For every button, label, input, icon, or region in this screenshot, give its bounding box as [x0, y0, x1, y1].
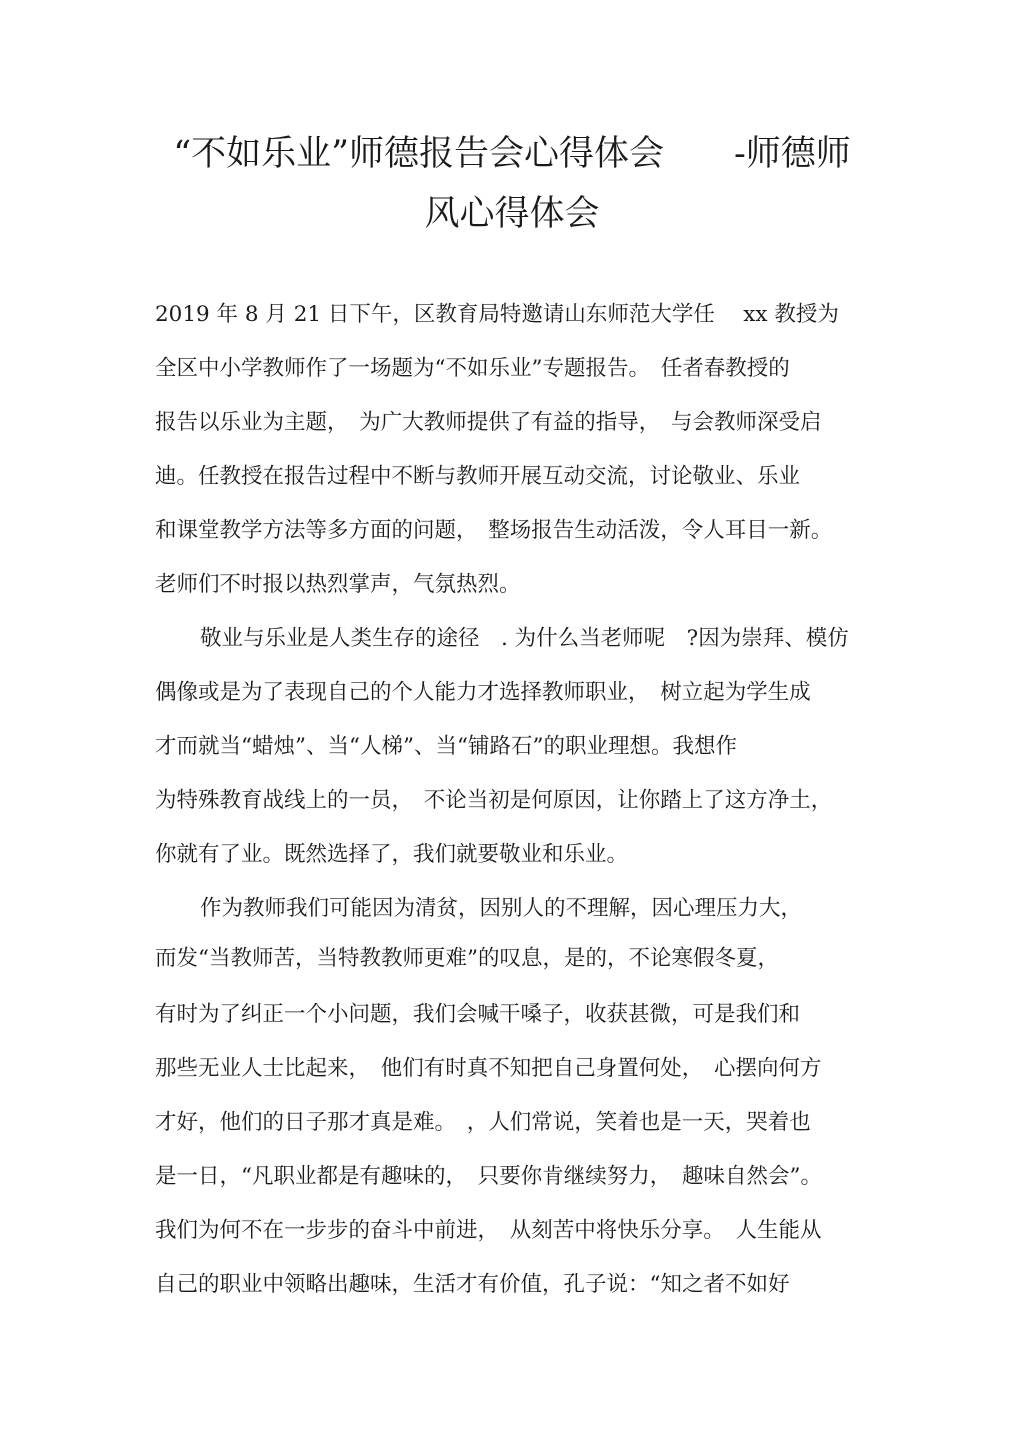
body-line-16: 才好，他们的日子那才真是难。 ，人们常说，笑着也是一天，哭着也: [155, 1110, 811, 1135]
body-line-9: 才而就当“蜡烛”、当“人梯”、当“铺路石”的职业理想。我想作: [155, 734, 737, 759]
body-line-2: 全区中小学教师作了一场题为“不如乐业”专题报告。 任者春教授的: [155, 356, 790, 381]
body-line-10: 为特殊教育战线上的一员， 不论当初是何原因，让你踏上了这方净土，: [155, 788, 833, 813]
body-line-13: 而发“当教师苦，当特教教师更难”的叹息，是的，不论寒假冬夏，: [155, 946, 779, 971]
body-line-7: 敬业与乐业是人类生存的途径 . 为什么当老师呢 ?因为崇拜、模仿: [200, 626, 849, 651]
body-line-5: 和课堂教学方法等多方面的问题， 整场报告生动活泼，令人耳目一新。: [155, 518, 833, 543]
body-line-12: 作为教师我们可能因为清贫，因别人的不理解，因心理压力大，: [200, 896, 803, 921]
body-line-8: 偶像或是为了表现自己的个人能力才选择教师职业， 树立起为学生成: [155, 680, 811, 705]
body-line-19: 自己的职业中领略出趣味，生活才有价值，孔子说：“知之者不如好: [155, 1272, 790, 1297]
body-line-17: 是一日，“凡职业都是有趣味的， 只要你肯继续努力， 趣味自然会”。: [155, 1164, 822, 1189]
body-line-18: 我们为何不在一步步的奋斗中前进， 从刻苦中将快乐分享。 人生能从: [155, 1218, 822, 1243]
document-title: [120, 124, 904, 244]
body-line-6: 老师们不时报以热烈掌声，气氛热烈。: [155, 572, 521, 597]
title-line-2: 风心得体会: [424, 194, 600, 234]
body-line-15: 那些无业人士比起来， 他们有时真不知把自己身置何处， 心摆向何方: [155, 1056, 822, 1081]
title-line-1: “不如乐业”师德报告会心得体会 -师德师: [173, 134, 851, 174]
body-line-4: 迪。任教授在报告过程中不断与教师开展互动交流，讨论敬业、乐业: [155, 464, 801, 489]
body-line-11: 你就有了业。既然选择了，我们就要敬业和乐业。: [155, 842, 629, 867]
body-line-14: 有时为了纠正一个小问题，我们会喊干嗓子，收获甚微，可是我们和: [155, 1002, 801, 1027]
body-line-1: 2019 年 8 月 21 日下午，区教育局特邀请山东师范大学任 xx 教授为: [155, 302, 839, 327]
body-line-3: 报告以乐业为主题， 为广大教师提供了有益的指导， 与会教师深受启: [155, 410, 822, 435]
